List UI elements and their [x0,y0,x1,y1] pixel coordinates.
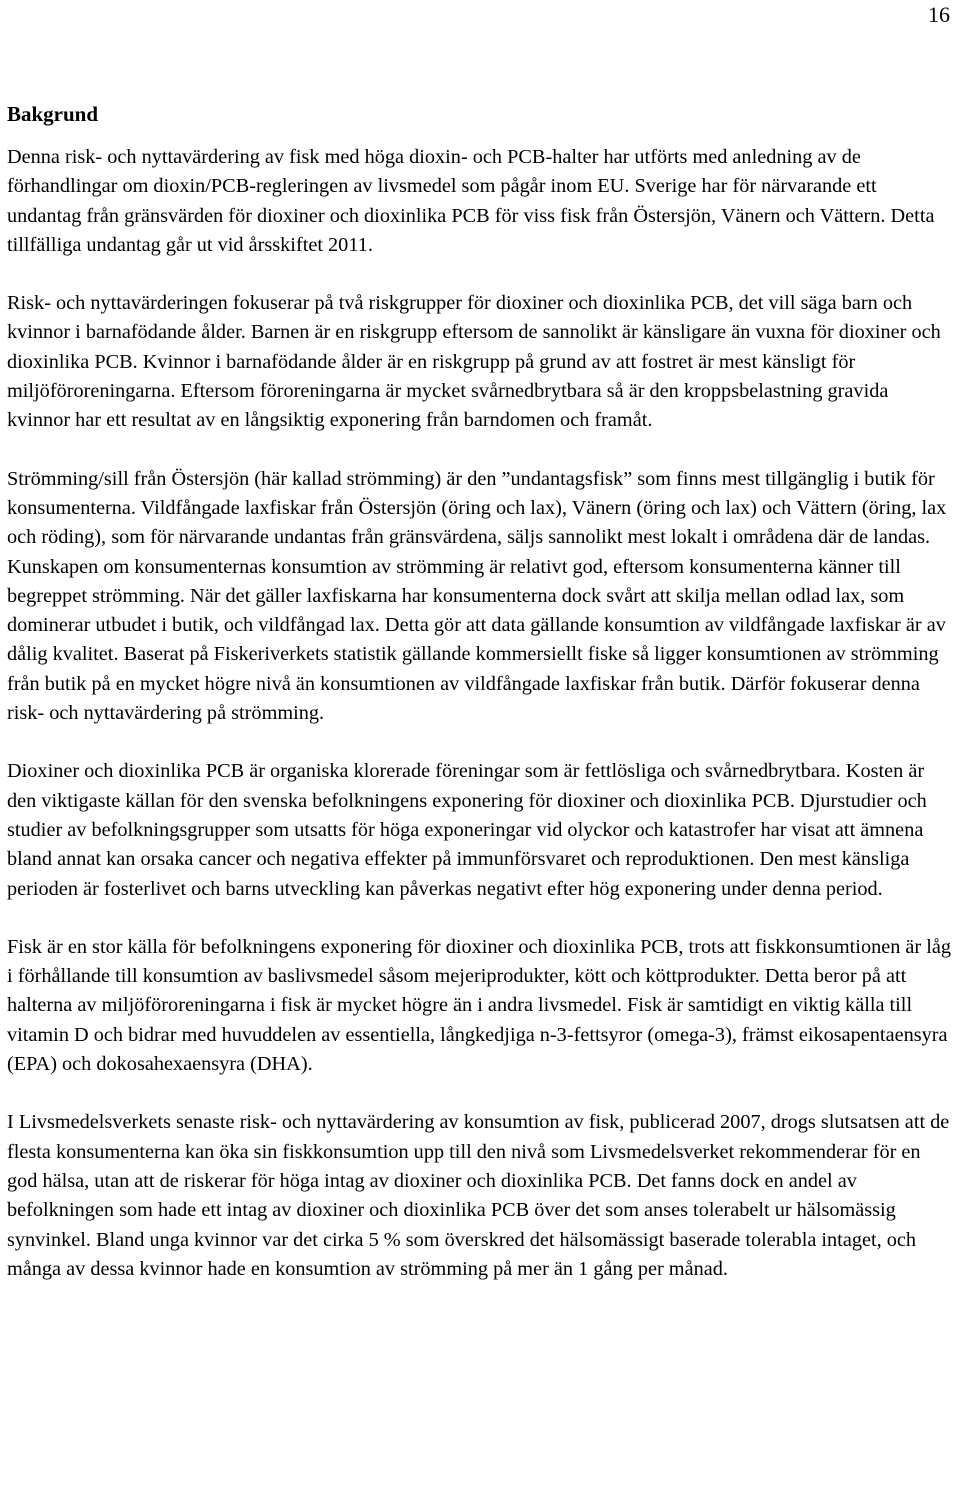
section-heading: Bakgrund [7,102,99,126]
paragraph-background-intro: Denna risk- och nyttavärdering av fisk med höga dioxin- och PCB-halter har utförts med anledning av de förhandlingar om dioxin/PCB-regleringen av livsmedel som pågår inom EU. Sverige har för närvarande ett undantag från gränsvärden för dioxiner och dioxinlika PCB för viss fisk från Östersjön, Vänern och Vättern. Detta tillfälliga undantag går ut vid årsskiftet 2011. [7,146,935,256]
paragraph-previous-assessment: I Livsmedelsverkets senaste risk- och nyttavärdering av konsumtion av fisk, publicerad 2007, drogs slutsatsen att de flesta konsumenterna kan öka sin fiskkonsumtion upp till den nivå som Livsmedelsverket rekommenderar för en god hälsa, utan att de riskerar för höga intag av dioxiner och dioxinlika PCB. Det fanns dock en andel av befolkningen som hade ett intag av dioxiner och dioxinlika PCB över det som anses tolerabelt ur hälsomässig synvinkel. Bland unga kvinnor var det cirka 5 % som överskred det hälsomässigt baserade tolerabla intaget, och många av dessa kvinnor hade en konsumtion av strömming på mer än 1 gång per månad. [7,1111,950,1280]
document-body [7,100,953,1313]
page-number: 16 [928,2,950,27]
paragraph-risk-groups: Risk- och nyttavärderingen fokuserar på två riskgrupper för dioxiner och dioxinlika PCB, det vill säga barn och kvinnor i barnafödande ålder. Barnen är en riskgrupp eftersom de sannolikt är känsligare än vuxna för dioxiner och dioxinlika PCB. Kvinnor i barnafödande ålder är en riskgrupp på grund av att fostret är mest känsligt för miljöföroreningarna. Eftersom föroreningarna är mycket svårnedbrytbara så är den kroppsbelastning gravida kvinnor har ett resultat av en långsiktig exponering från barndomen och framåt. [7,292,941,432]
paragraph-herring-consumption: Strömming/sill från Östersjön (här kallad strömming) är den ”undantagsfisk” som finns mest tillgänglig i butik för konsumenterna. Vildfångade laxfiskar från Östersjön (öring och lax), Vänern (öring och lax) och Vättern (öring, lax och röding), som för närvarande undantas från gränsvärdena, säljs sannolikt mest lokalt i områdena där de landas. Kunskapen om konsumenternas konsumtion av strömming är relativt god, eftersom konsumenterna känner till begreppet strömming. När det gäller laxfiskarna har konsumenterna dock svårt att skilja mellan odlad lax, som dominerar utbudet i butik, och vildfångad lax. Detta gör att data gällande konsumtion av vildfångade laxfiskar är av dålig kvalitet. Baserat på Fiskeriverkets statistik gällande kommersiellt fiske så ligger konsumtionen av strömming från butik på en mycket högre nivå än konsumtionen av vildfångade laxfiskar från butik. Därför fokuserar denna risk- och nyttavärdering på strömming. [7,467,947,725]
paragraph-fish-exposure: Fisk är en stor källa för befolkningens exponering för dioxiner och dioxinlika PCB, trots att fiskkonsumtionen är låg i förhållande till konsumtion av baslivsmedel såsom mejeriprodukter, kött och köttprodukter. Detta beror på att halterna av miljöföroreningarna i fisk är mycket högre än i andra livsmedel. Fisk är samtidigt en viktig källa till vitamin D och bidrar med huvuddelen av essentiella, långkedjiga n-3-fettsyror (omega-3), främst eikosapentaensyra (EPA) och dokosahexaensyra (DHA). [7,935,952,1076]
paragraph-dioxin-properties: Dioxiner och dioxinlika PCB är organiska klorerade föreningar som är fettlösliga och svårnedbrytbara. Kosten är den viktigaste källan för den svenska befolkningens exponering för dioxiner och dioxinlika PCB. Djurstudier och studier av befolkningsgrupper som utsatts för höga exponeringar vid olyckor och katastrofer har visat att ämnena bland annat kan orsaka cancer och negativa effekter på immunförsvaret och reproduktionen. Den mest känsliga perioden är fosterlivet och barns utveckling kan påverkas negativt efter hög exponering under denna period. [7,760,927,900]
